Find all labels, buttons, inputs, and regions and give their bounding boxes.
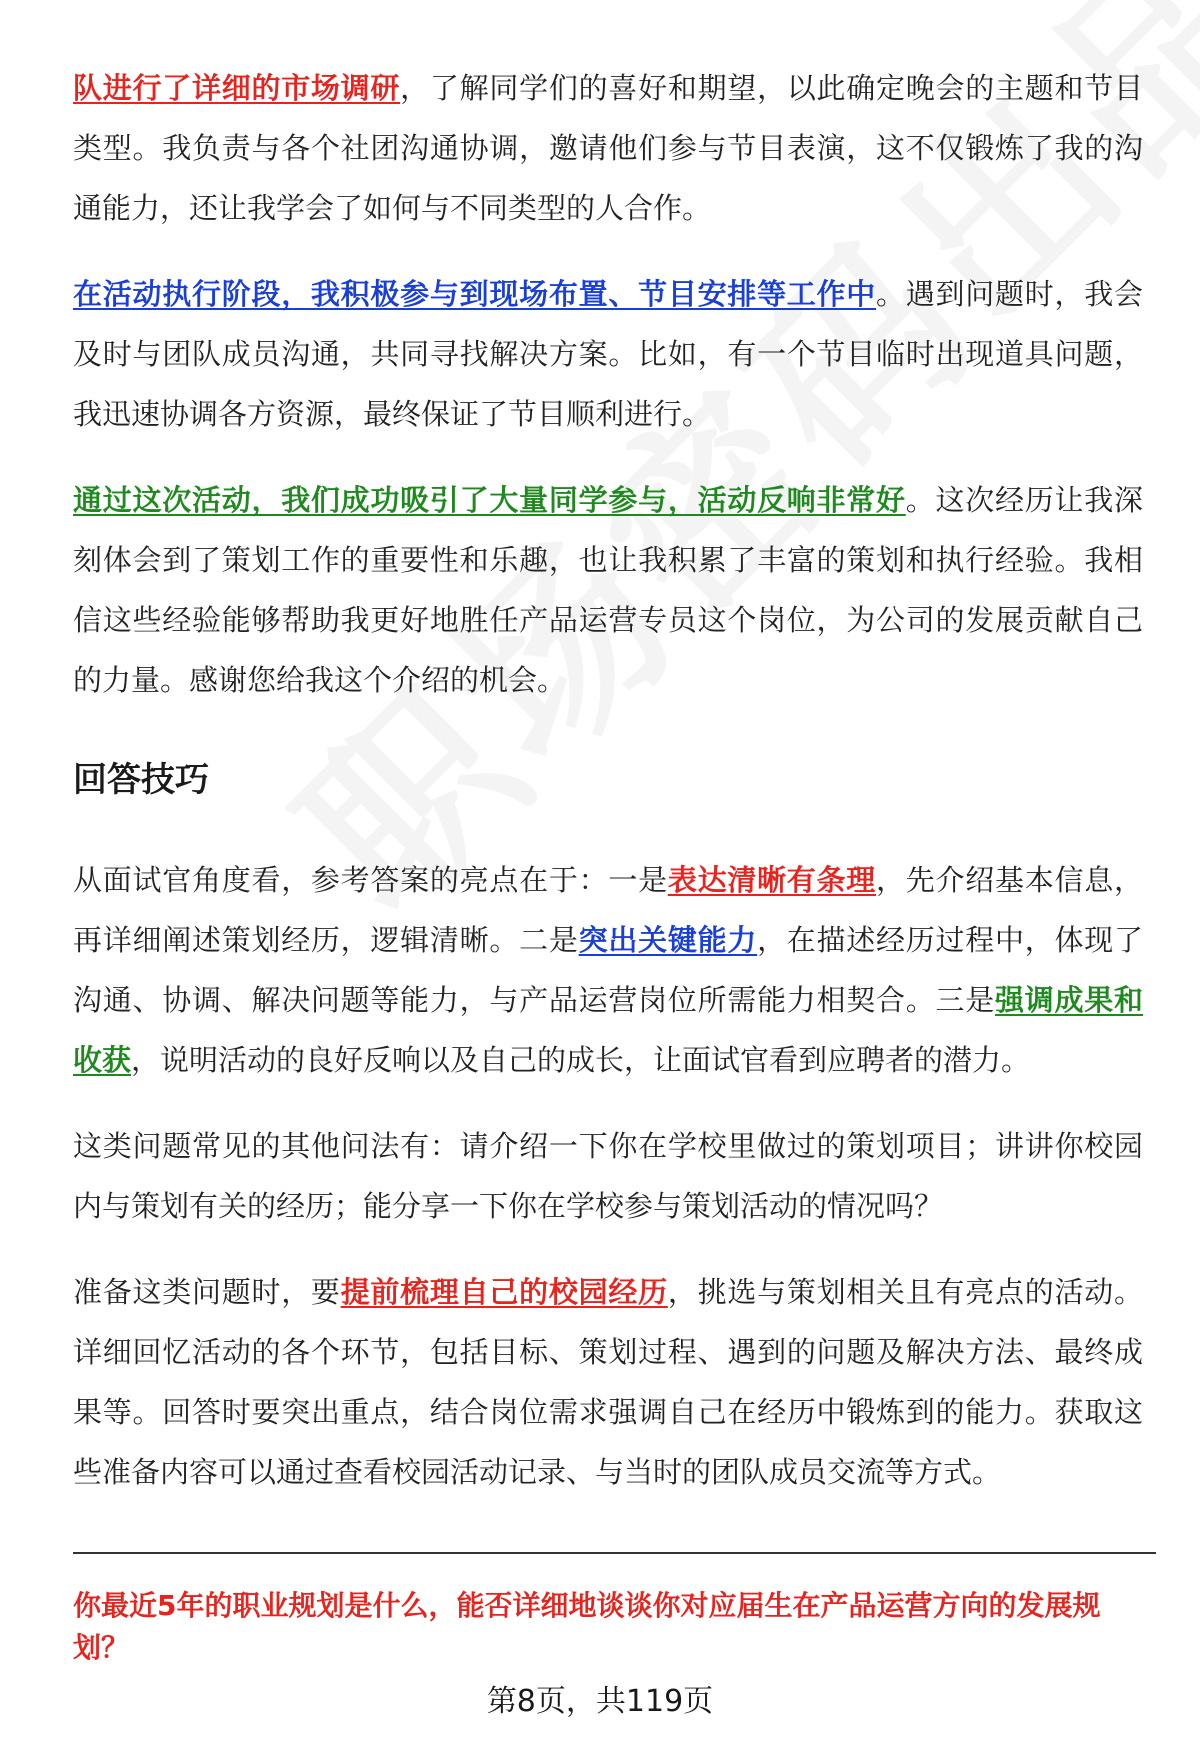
highlight-green: 强调成果和收获 [73, 983, 1143, 1077]
divider [73, 1552, 1156, 1554]
paragraph-text: ，挑选与策划相关且有亮点的活动。详细回忆活动的各个环节，包括目标、策划过程、遇到的问题及解决方法、最终成果等。回答时要突出重点，结合岗位需求强调自己在经历中锻炼到的能力。获取这些准备内容可以通过查看校园活动记录、与当时的团队成员交流等方式。 [73, 1275, 1143, 1489]
highlight-red: 队进行了详细的市场调研 [73, 71, 401, 105]
paragraph-results [73, 470, 1143, 710]
highlight-red: 提前梳理自己的校园经历 [340, 1275, 668, 1309]
page-number: 第8页，共119页 [486, 1684, 714, 1719]
paragraph-preparation [73, 1262, 1143, 1502]
highlight-red: 表达清晰有条理 [667, 863, 877, 897]
paragraph-text: 。这次经历让我深刻体会到了策划工作的重要性和乐趣，也让我积累了丰富的策划和执行经验。我相信这些经验能够帮助我更好地胜任产品运营专员这个岗位，为公司的发展贡献自己的力量。感谢您给我这个介绍的机会。 [73, 483, 1143, 697]
paragraph-text: 这类问题常见的其他问法有：请介绍一下你在学校里做过的策划项目；讲讲你校园内与策划有关的经历；能分享一下你在学校参与策划活动的情况吗？ [73, 1129, 1143, 1223]
highlight-blue: 突出关键能力 [578, 923, 758, 957]
document-body [73, 58, 1143, 1528]
section-title: 回答技巧 [73, 760, 209, 800]
paragraph-alternate-questions [73, 1116, 1143, 1236]
highlight-green: 通过这次活动，我们成功吸引了大量同学参与，活动反响非常好 [73, 483, 906, 517]
paragraph-market-research [73, 58, 1143, 238]
highlight-blue: 在活动执行阶段，我积极参与到现场布置、节目安排等工作中 [73, 277, 877, 311]
paragraph-text: ，说明活动的良好反响以及自己的成长，让面试官看到应聘者的潜力。 [131, 1043, 1031, 1077]
paragraph-execution [73, 264, 1143, 444]
paragraph-text: 从面试官角度看，参考答案的亮点在于：一是 [73, 863, 668, 897]
paragraph-text: ，了解同学们的喜好和期望，以此确定晚会的主题和节目类型。我负责与各个社团沟通协调，邀请他们参与节目表演，这不仅锻炼了我的沟通能力，还让我学会了如何与不同类型的人合作。 [73, 71, 1143, 225]
paragraph-text: 准备这类问题时，要 [73, 1275, 341, 1309]
paragraph-text: ，先介绍基本信息，再详细阐述策划经历，逻辑清晰。二是 [73, 863, 1143, 957]
paragraph-text: ，在描述经历过程中，体现了沟通、协调、解决问题等能力，与产品运营岗位所需能力相契合。三是 [73, 923, 1143, 1017]
paragraph-answer-highlights [73, 850, 1143, 1090]
paragraph-text: 。遇到问题时，我会及时与团队成员沟通，共同寻找解决方案。比如，有一个节目临时出现道具问题，我迅速协调各方资源，最终保证了节目顺利进行。 [73, 277, 1143, 431]
next-question-heading: 你最近5年的职业规划是什么，能否详细地谈谈你对应届生在产品运营方向的发展规划？ [73, 1589, 1101, 1664]
